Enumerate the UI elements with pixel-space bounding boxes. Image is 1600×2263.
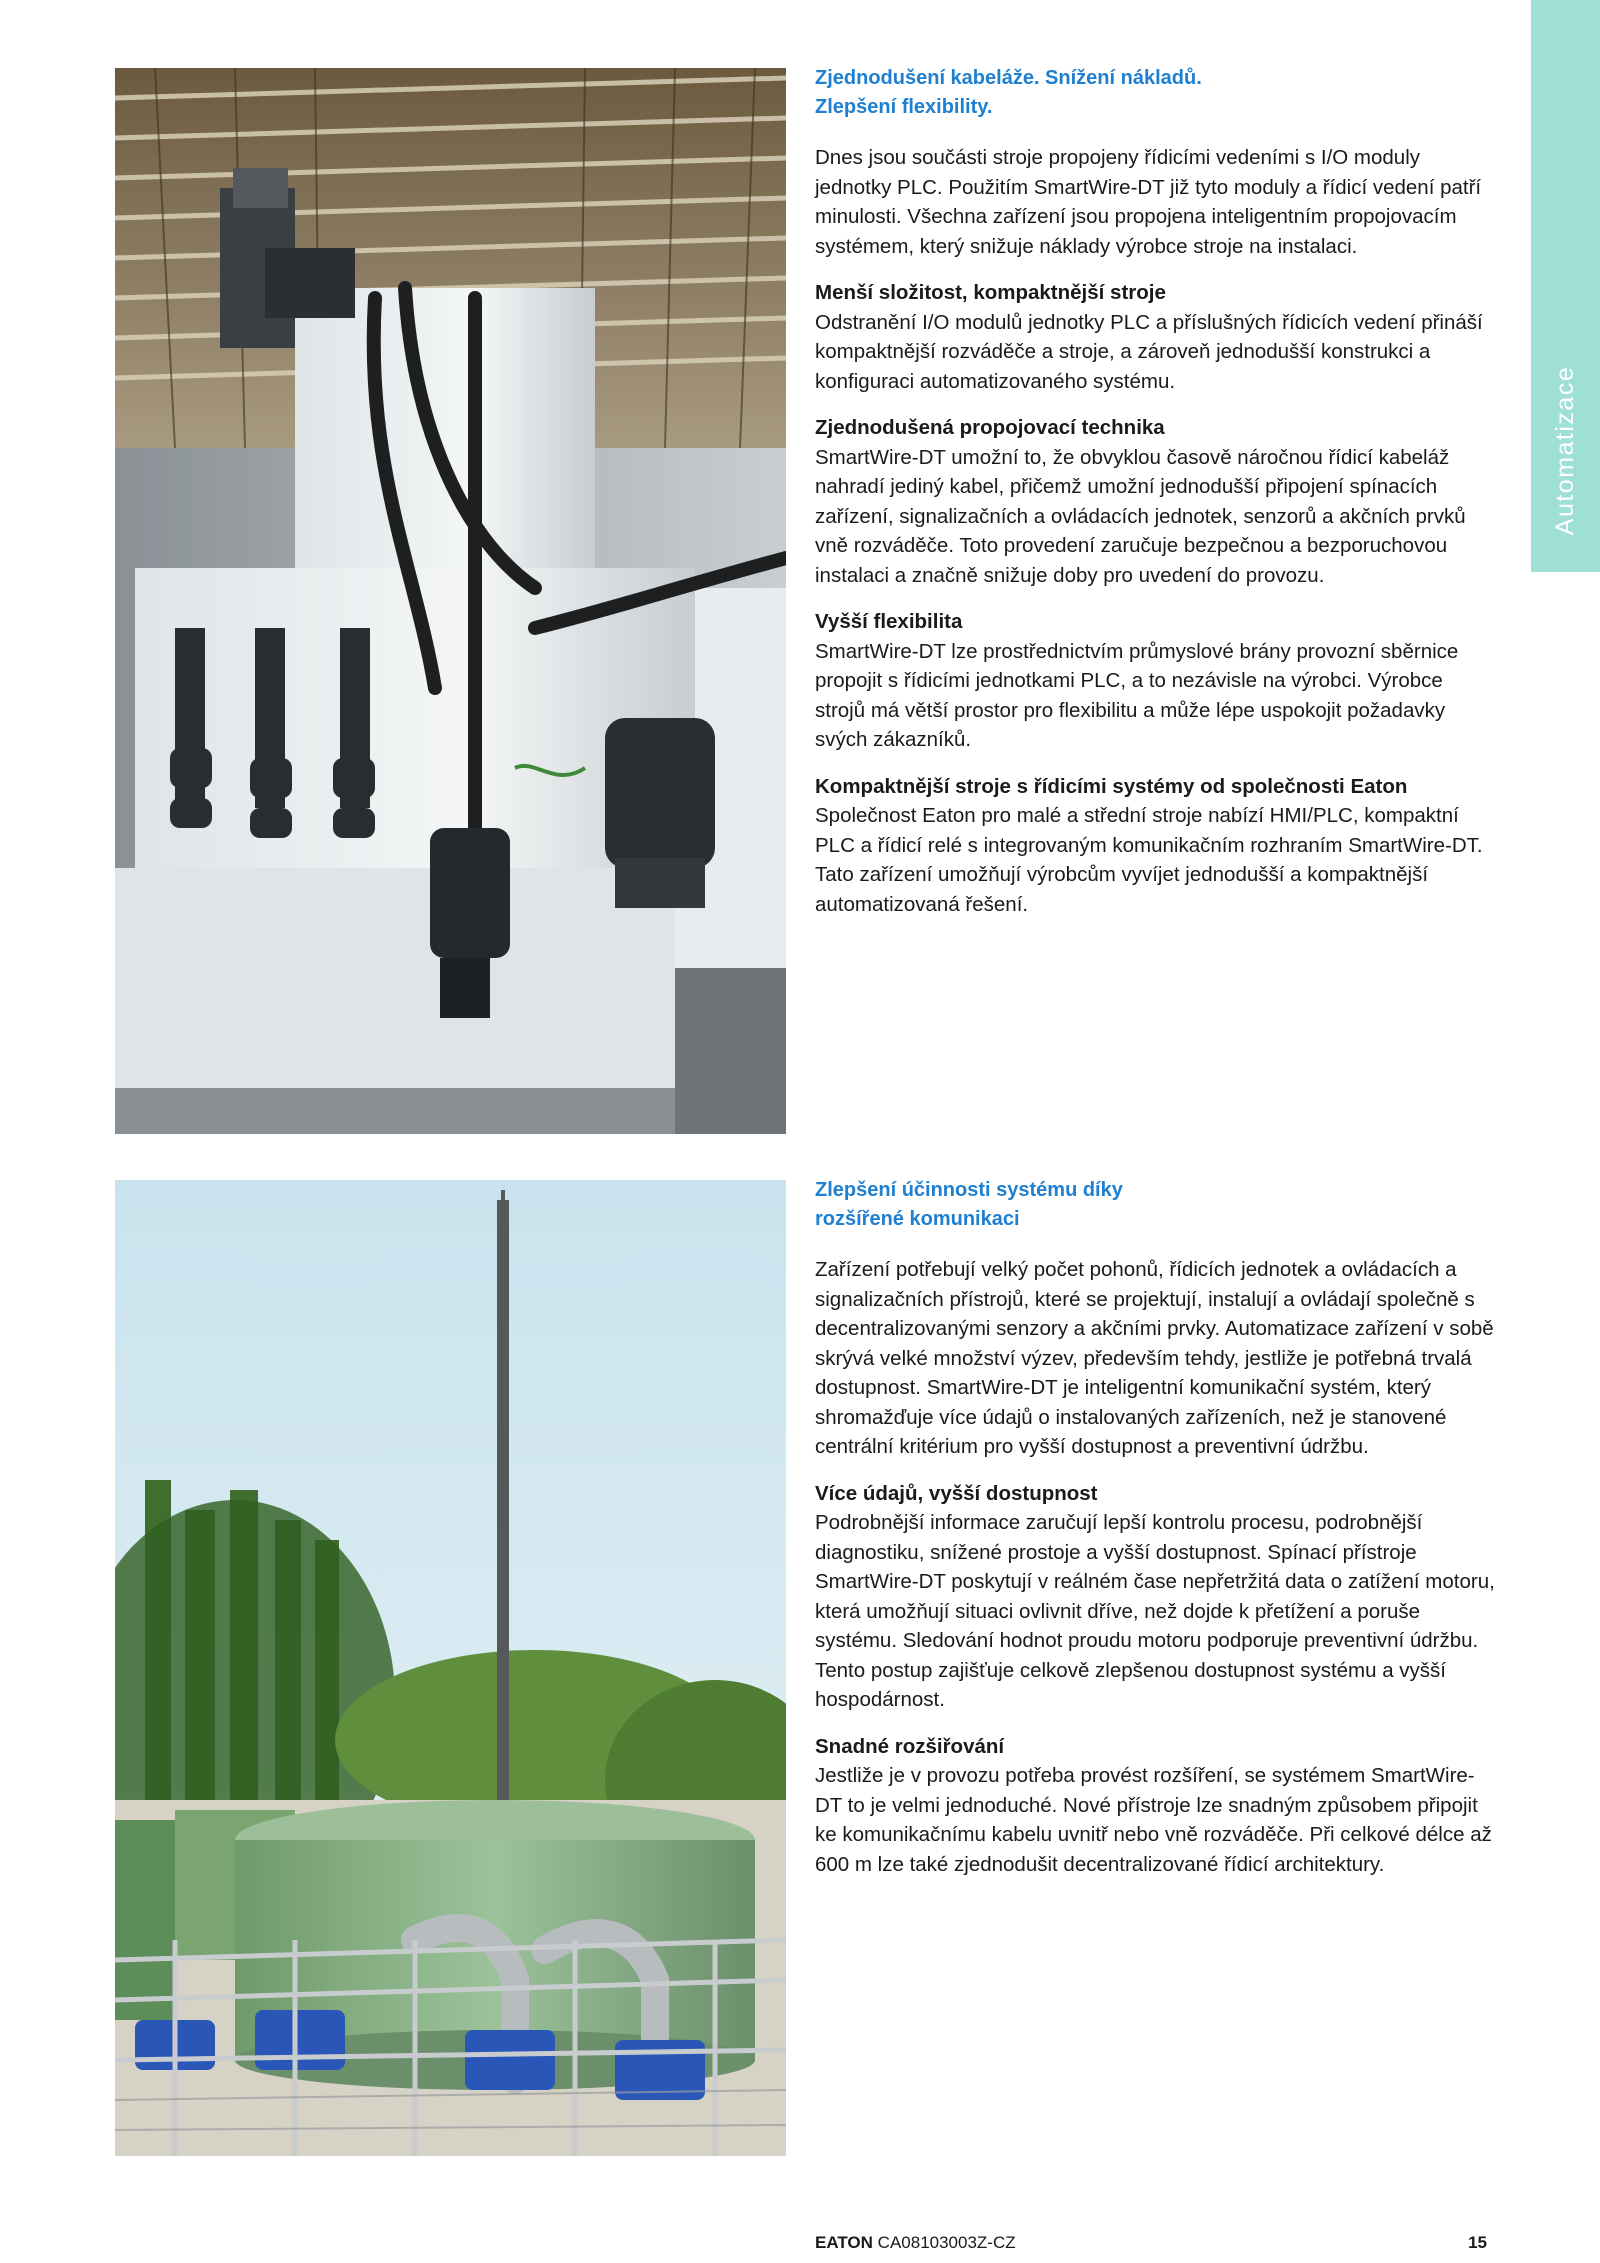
machine-photo (115, 68, 786, 1134)
section-cabling (815, 64, 1495, 936)
section-intro: Dnes jsou součásti stroje propojeny řídicími vedeními s I/O moduly jednotky PLC. Použitím SmartWire-DT již tyto moduly a řídicí vedení patří minulosti. Všechna zařízení jsou propojena inteligentním propojovacím systémem, který snižuje náklady výrobce stroje na instalaci. (815, 146, 1482, 258)
paragraph-eaton-control: Společnost Eaton pro malé a střední stroje nabízí HMI/PLC, kompaktní PLC a řídicí relé s integrovaným komunikačním rozhraním SmartWire-DT. Tato zařízení umožňují výrobcům vyvíjet jednodušší a kompaktnější automatizovaná řešení. (815, 804, 1483, 916)
subheading-availability: Více údajů, vyšší dostupnost (815, 1481, 1098, 1505)
section-intro: Zařízení potřebují velký počet pohonů, řídicích jednotek a ovládacích a signalizačních přístrojů, které se projektují, instalují a ovládají společně s decentralizovanými senzory a akčními prvky. Automatizace zařízení v sobě skrývá velké množství výzev, především tehdy, jestliže je potřebná trvalá dostupnost. SmartWire-DT je inteligentní komunikační systém, který shromažďuje více údajů o instalovaných zařízeních, než je stanovené centrální kritérium pro vyšší dostupnost a preventivní údržbu. (815, 1258, 1494, 1458)
paragraph-complexity: Odstranění I/O modulů jednotky PLC a příslušných řídicích vedení přináší kompaktnější rozváděče a stroje, a zároveň jednodušší konstrukci a konfiguraci automatizovaného systému. (815, 310, 1483, 393)
paragraph-flexibility: SmartWire-DT lze prostřednictvím průmyslové brány provozní sběrnice propojit s řídicími jednotkami PLC, a to nezávisle na výrobci. Výrobce strojů má větší prostor pro flexibilitu a může lépe uspokojit požadavky svých zákazníků. (815, 639, 1459, 751)
paragraph-availability: Podrobnější informace zaručují lepší kontrolu procesu, podrobnější diagnostiku, snížené prostoje a vyšší dostupnost. Spínací přístroje SmartWire-DT poskytují v reálném čase nepřetržitá data o zatížení motoru, která umožňují situaci ovlivnit dříve, než dojde k přetížení a poruše systému. Sledování hodnot proudu motoru podporuje preventivní údržbu. Tento postup zajišťuje celkově zlepšenou dostupnost systému a vyšší hospodárnost. (815, 1511, 1495, 1711)
footer-code: CA08103003Z-CZ (877, 2233, 1016, 2252)
paragraph-expansion: Jestliže je v provozu potřeba provést rozšíření, se systémem SmartWire-DT to je velmi jednoduché. Nové přístroje lze snadným způsobem připojit ke komunikačnímu kabelu uvnitř nebo vně rozváděče. Při celkové délce až 600 m lze také zjednodušit decentralizované řídicí architektury. (815, 1764, 1492, 1876)
section-title-line1: Zlepšení účinnosti systému díky (815, 1179, 1123, 1201)
water-treatment-photo (115, 1180, 786, 2156)
subheading-eaton-control: Kompaktnější stroje s řídicími systémy od společnosti Eaton (815, 774, 1408, 798)
paragraph-connection: SmartWire-DT umožní to, že obvyklou časově náročnou řídicí kabeláž nahradí jediný kabel, přičemž umožní jednodušší připojení spínacích zařízení, signalizačních a ovládacích jednotek, senzorů a akčních prvků vně rozváděče. Toto provedení zaručuje bezpečnou a bezporuchovou instalaci a značně snižuje doby pro uvedení do provozu. (815, 445, 1466, 587)
section-title (815, 1176, 1495, 1234)
subheading-connection: Zjednodušená propojovací technika (815, 416, 1165, 439)
section-title (815, 64, 1495, 122)
subheading-complexity: Menší složitost, kompaktnější stroje (815, 281, 1166, 304)
subheading-flexibility: Vyšší flexibilita (815, 610, 963, 633)
page-footer (815, 2230, 1487, 2256)
section-title-line2: Zlepšení flexibility. (815, 96, 993, 118)
footer-brand: EATON (815, 2233, 873, 2252)
subheading-expansion: Snadné rozšiřování (815, 1734, 1005, 1758)
side-tab-label: Automatizace (1551, 365, 1579, 535)
section-title-line2: rozšířené komunikaci (815, 1208, 1020, 1230)
page-number: 15 (1468, 2233, 1487, 2252)
section-efficiency (815, 1176, 1495, 1896)
section-title-line1: Zjednodušení kabeláže. Snížení nákladů. (815, 67, 1202, 89)
side-tab-label-wrap (1531, 340, 1600, 560)
